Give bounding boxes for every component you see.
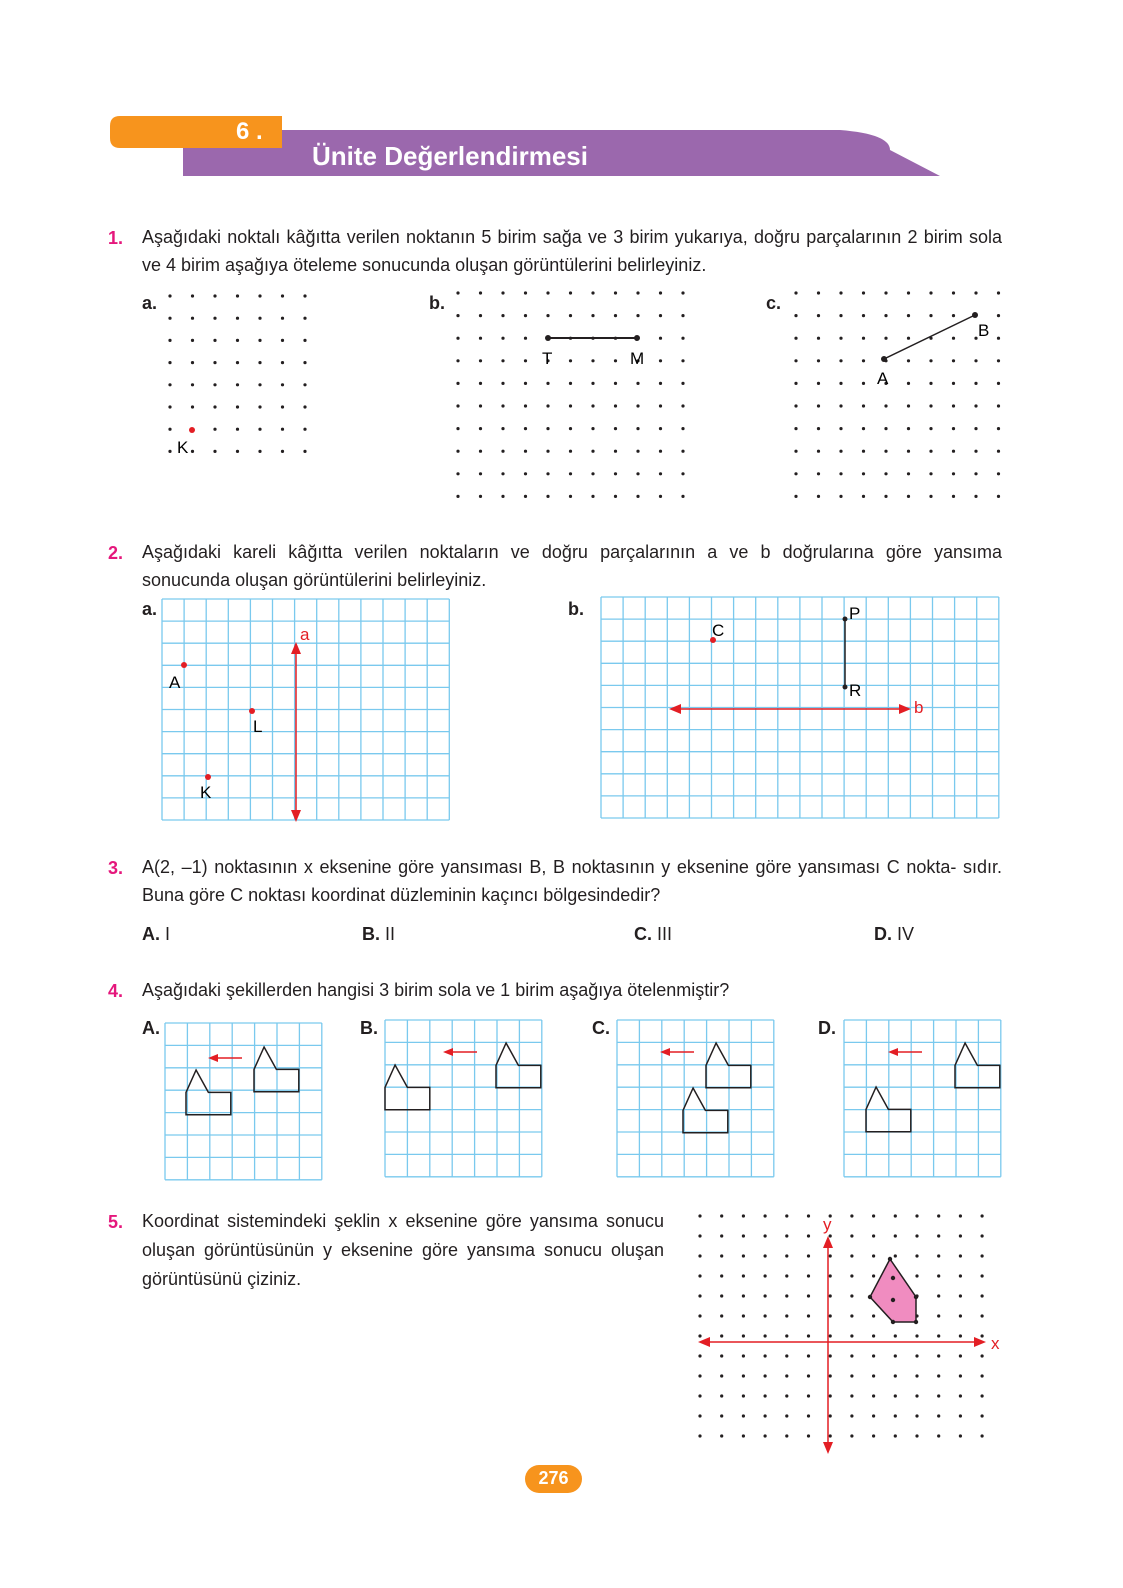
question-text: Aşağıdaki şekillerden hangisi 3 birim sola ve 1 birim aşağıya ötelenmiştir?	[142, 980, 730, 1000]
point-k-label: K	[177, 438, 189, 457]
point-t-label: T	[542, 349, 553, 368]
sub-label: b.	[568, 599, 584, 619]
point-c-label: C	[712, 621, 725, 640]
sub-label: a.	[142, 599, 158, 619]
option-a[interactable]: A. I	[142, 924, 171, 944]
question-number: 2.	[108, 543, 124, 563]
question-text: Aşağıdaki kareli kâğıtta verilen noktaların ve doğru parçalarının a ve b doğrularına göre yansıma sonucunda oluşan görüntülerini belirleyiniz.	[142, 542, 1002, 590]
point-r-label: R	[849, 681, 862, 700]
option-label[interactable]: D.	[818, 1018, 836, 1038]
point-l-label: L	[253, 717, 263, 736]
point-a-label: A	[877, 369, 889, 388]
option-c[interactable]: C. III	[634, 924, 673, 944]
point-p-label: P	[849, 604, 861, 623]
point-a-label: A	[169, 673, 181, 692]
page-number: 276	[538, 1468, 569, 1488]
unit-number: 6 .	[236, 118, 263, 145]
question-number: 5.	[108, 1212, 124, 1232]
question-number: 4.	[108, 981, 124, 1001]
point-k-label: K	[200, 783, 212, 802]
pink-polygon	[870, 1259, 916, 1322]
sub-label: c.	[766, 293, 782, 313]
point-b-label: B	[978, 321, 990, 340]
line-a-label: a	[300, 625, 310, 644]
point-m-label: M	[630, 349, 645, 368]
question-text: A(2, –1) noktasının x eksenine göre yansıması B, B noktasının y eksenine göre yansıması C nokta- sıdır. Buna göre C noktası koordinat düzleminin kaçıncı bölgesindedir?	[142, 857, 1002, 905]
question-number: 1.	[108, 228, 124, 248]
sub-label: a.	[142, 293, 158, 313]
question-text: Koordinat sistemindeki şeklin x eksenine göre yansıma sonucu oluşan görüntüsünün y eksenine göre yansıma sonucu oluşan görüntüsünü çiziniz.	[142, 1211, 664, 1289]
axis-y-label: y	[823, 1215, 832, 1234]
sub-label: b.	[429, 293, 445, 313]
line-b-label: b	[914, 698, 924, 717]
axis-x-label: x	[991, 1334, 1000, 1353]
option-label[interactable]: C.	[592, 1018, 610, 1038]
unit-title: Ünite Değerlendirmesi	[312, 141, 588, 171]
option-label[interactable]: B.	[360, 1018, 378, 1038]
option-b[interactable]: B. II	[362, 924, 396, 944]
option-d[interactable]: D. IV	[874, 924, 915, 944]
option-label[interactable]: A.	[142, 1018, 160, 1038]
question-number: 3.	[108, 858, 124, 878]
question-text: Aşağıdaki noktalı kâğıtta verilen noktanın 5 birim sağa ve 3 birim yukarıya, doğru parçalarının 2 birim sola ve 4 birim aşağıya öteleme sonucunda oluşan görüntülerini belirleyiniz.	[142, 227, 1002, 275]
